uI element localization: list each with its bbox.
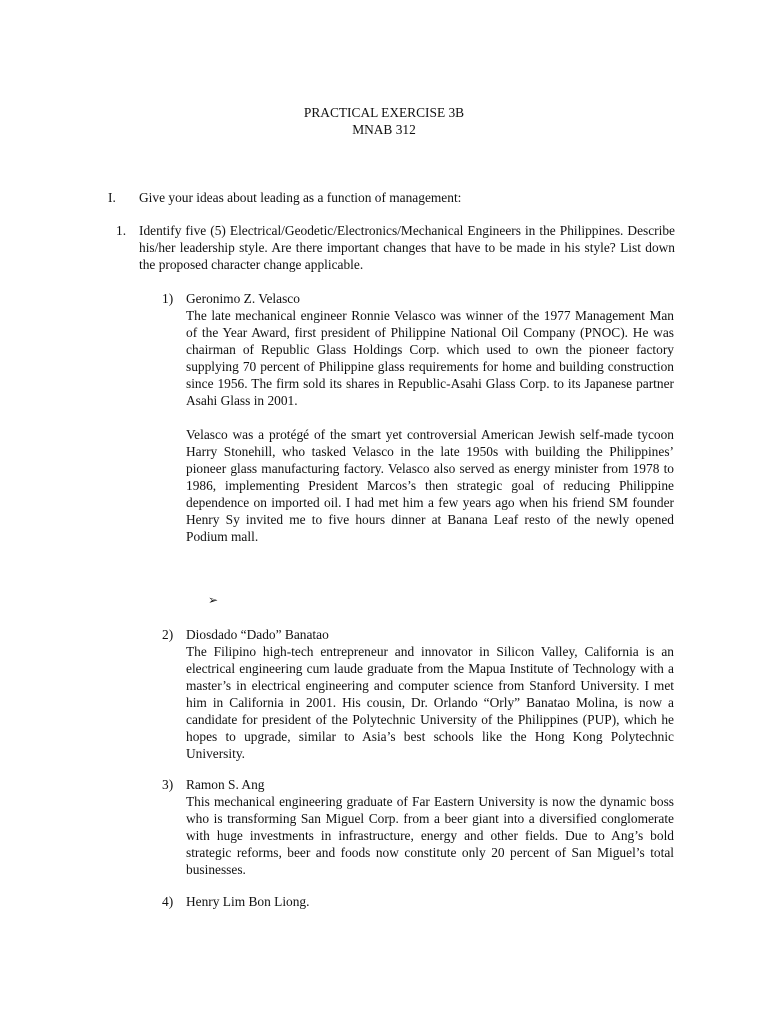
- question-text: Identify five (5) Electrical/Geodetic/Electronics/Mechanical Engineers in the Philippines. Describe his/her leadership style. Are there important changes that have to be made in his style? List down the proposed character change applicable.: [139, 223, 675, 272]
- engineer-name: Diosdado “Dado” Banatao: [186, 627, 329, 642]
- engineer-name: Ramon S. Ang: [186, 777, 265, 792]
- engineer-name: Henry Lim Bon Liong.: [186, 894, 310, 909]
- engineer-number: 4): [162, 894, 174, 909]
- engineer-paragraph: The late mechanical engineer Ronnie Velasco was winner of the 1977 Management Man of the Year Award, first president of Philippine National Oil Company (PNOC). He was chairman of Republic Glass Holdings Corp. which used to own the pioneer factory supplying 70 percent of Philippine glass requirements for home and building construction since 1956. The firm sold its shares in Republic-Asahi Glass Corp. to its Japanese partner Asahi Glass in 2001.: [186, 308, 674, 408]
- engineer-number: 1): [162, 291, 174, 306]
- engineer-number: 3): [162, 777, 174, 792]
- section-number: I.: [108, 190, 116, 205]
- question-number: 1.: [116, 223, 127, 238]
- engineer-name: Geronimo Z. Velasco: [186, 291, 300, 306]
- exercise-title: PRACTICAL EXERCISE 3B: [303, 105, 465, 120]
- engineer-paragraph: The Filipino high-tech entrepreneur and innovator in Silicon Valley, California is an electrical engineering cum laude graduate from the Mapua Institute of Technology with a master’s in electrical engineering and computer science from Stanford University. I met him in California in 2001. His cousin, Dr. Orlando “Orly” Banatao Molina, is now a candidate for president of the Polytechnic University of the Philippines (PUP), which he hopes to upgrade, similar to Asia’s best schools like the Hong Kong Polytechnic University.: [186, 644, 674, 761]
- section-text: Give your ideas about leading as a function of management:: [139, 190, 462, 205]
- arrow-bullet-icon: ➢: [208, 593, 219, 607]
- engineer-paragraph: Velasco was a protégé of the smart yet controversial American Jewish self-made tycoon Harry Stonehill, who tasked Velasco in the late 1950s with building the Philippines’ pioneer glass manufacturing factory. Velasco also served as energy minister from 1978 to 1986, implementing President Marcos’s then strategic goal of reducing Philippine dependence on imported oil. I had met him a few years ago when his friend SM founder Henry Sy invited me to five hours dinner at Banana Leaf resto of the newly opened Podium mall.: [186, 427, 674, 544]
- engineer-number: 2): [162, 627, 174, 642]
- document-header: [0, 104, 768, 138]
- course-code: MNAB 312: [352, 122, 416, 137]
- engineer-paragraph: This mechanical engineering graduate of Far Eastern University is now the dynamic boss who is transforming San Miguel Corp. from a beer giant into a diversified conglomerate with huge investments in infrastructure, energy and other fields. Due to Ang’s bold strategic reforms, beer and foods now constitute only 20 percent of San Miguel’s total businesses.: [186, 794, 674, 877]
